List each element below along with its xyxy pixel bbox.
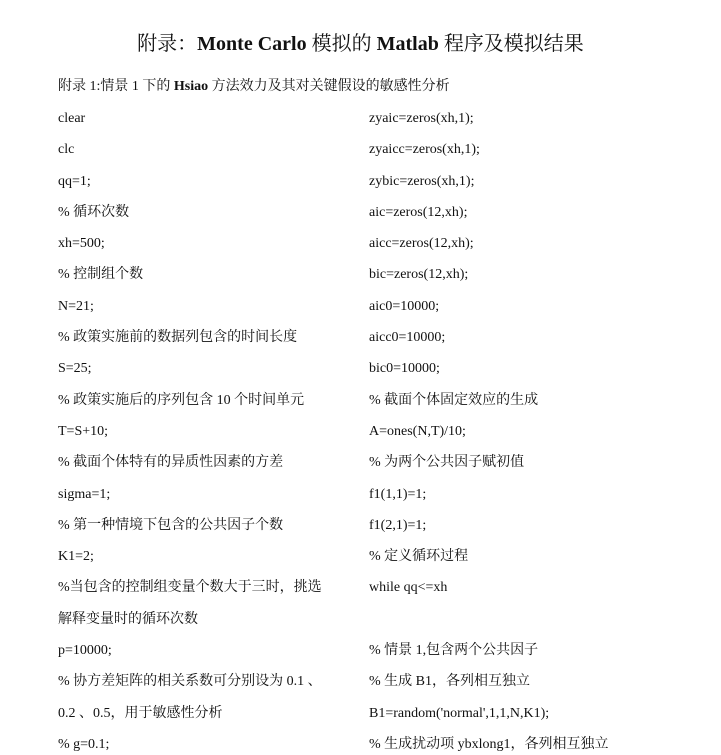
code-line-left: % 循环次数: [58, 204, 130, 220]
code-line-right: zyaicc=zeros(xh,1);: [369, 142, 480, 158]
code-line-left: K1=2;: [58, 549, 94, 565]
title-mid: 模拟的: [306, 33, 377, 55]
code-line-right: [369, 610, 709, 641]
code-line-right: % 生成扰动项 ybxlong1，各列相互独立: [369, 736, 609, 752]
code-line-right: aicc=zeros(12,xh);: [369, 236, 474, 252]
code-line-right: aic0=10000;: [369, 298, 440, 314]
section-heading-suffix: 方法效力及其对关键假设的敏感性分析: [208, 79, 450, 94]
code-line-left: %当包含的控制组变量个数大于三时，挑选: [58, 580, 322, 596]
title-suffix: 程序及模拟结果: [438, 33, 584, 55]
code-line-left: 0.2 、0.5，用于敏感性分析: [58, 705, 223, 721]
code-line-right: zyaic=zeros(xh,1);: [369, 111, 474, 126]
code-line-left: T=S+10;: [58, 423, 109, 439]
section-heading: [58, 77, 450, 97]
code-line-right: % 情景 1,包含两个公共因子: [369, 643, 539, 659]
code-line-right: while qq<=xh: [369, 580, 448, 596]
code-line-left: clc: [58, 142, 75, 158]
code-line-left: % 政策实施前的数据列包含的时间长度: [58, 330, 298, 346]
code-line-left: % g=0.1;: [58, 736, 110, 752]
section-heading-prefix: 附录 1:情景 1 下的: [58, 79, 174, 94]
code-line-right: B1=random('normal',1,1,N,K1);: [369, 705, 550, 721]
code-line-right: A=ones(N,T)/10;: [369, 423, 466, 439]
code-line-right: % 生成 B1，各列相互独立: [369, 674, 530, 690]
code-line-right: % 定义循环过程: [369, 549, 469, 565]
code-column-right: [369, 109, 709, 755]
code-line-left: N=21;: [58, 298, 94, 314]
code-line-right: f1(2,1)=1;: [369, 517, 427, 533]
title-latin-1: Monte Carlo: [197, 33, 307, 55]
code-line-right: aic=zeros(12,xh);: [369, 204, 468, 220]
code-line-left: S=25;: [58, 361, 92, 377]
code-line-left: clear: [58, 111, 86, 126]
code-column-left: [58, 109, 358, 755]
code-line-left: % 截面个体特有的异质性因素的方差: [58, 455, 284, 471]
code-line-left: p=10000;: [58, 643, 112, 659]
section-heading-latin: Hsiao: [173, 79, 209, 94]
code-line-right: bic=zeros(12,xh);: [369, 267, 469, 283]
code-line-left: % 第一种情境下包含的公共因子个数: [58, 517, 284, 533]
code-line-right: bic0=10000;: [369, 361, 440, 377]
code-line-right: aicc0=10000;: [369, 330, 446, 346]
page-title: [0, 30, 721, 58]
code-line-left: qq=1;: [58, 173, 91, 189]
code-line-right: % 截面个体固定效应的生成: [369, 392, 539, 408]
title-prefix: 附录：: [137, 33, 198, 55]
code-line-right: f1(1,1)=1;: [369, 486, 427, 502]
code-line-right: zybic=zeros(xh,1);: [369, 173, 475, 189]
code-line-left: sigma=1;: [58, 486, 111, 502]
code-line-left: % 控制组个数: [58, 267, 144, 283]
code-line-right: % 为两个公共因子赋初值: [369, 455, 525, 471]
code-line-left: % 政策实施后的序列包含 10 个时间单元: [58, 392, 305, 408]
title-latin-2: Matlab: [376, 33, 439, 55]
code-line-left: xh=500;: [58, 236, 105, 252]
code-line-left: 解释变量时的循环次数: [58, 611, 198, 627]
code-line-left: % 协方差矩阵的相关系数可分别设为 0.1 、: [58, 674, 322, 690]
